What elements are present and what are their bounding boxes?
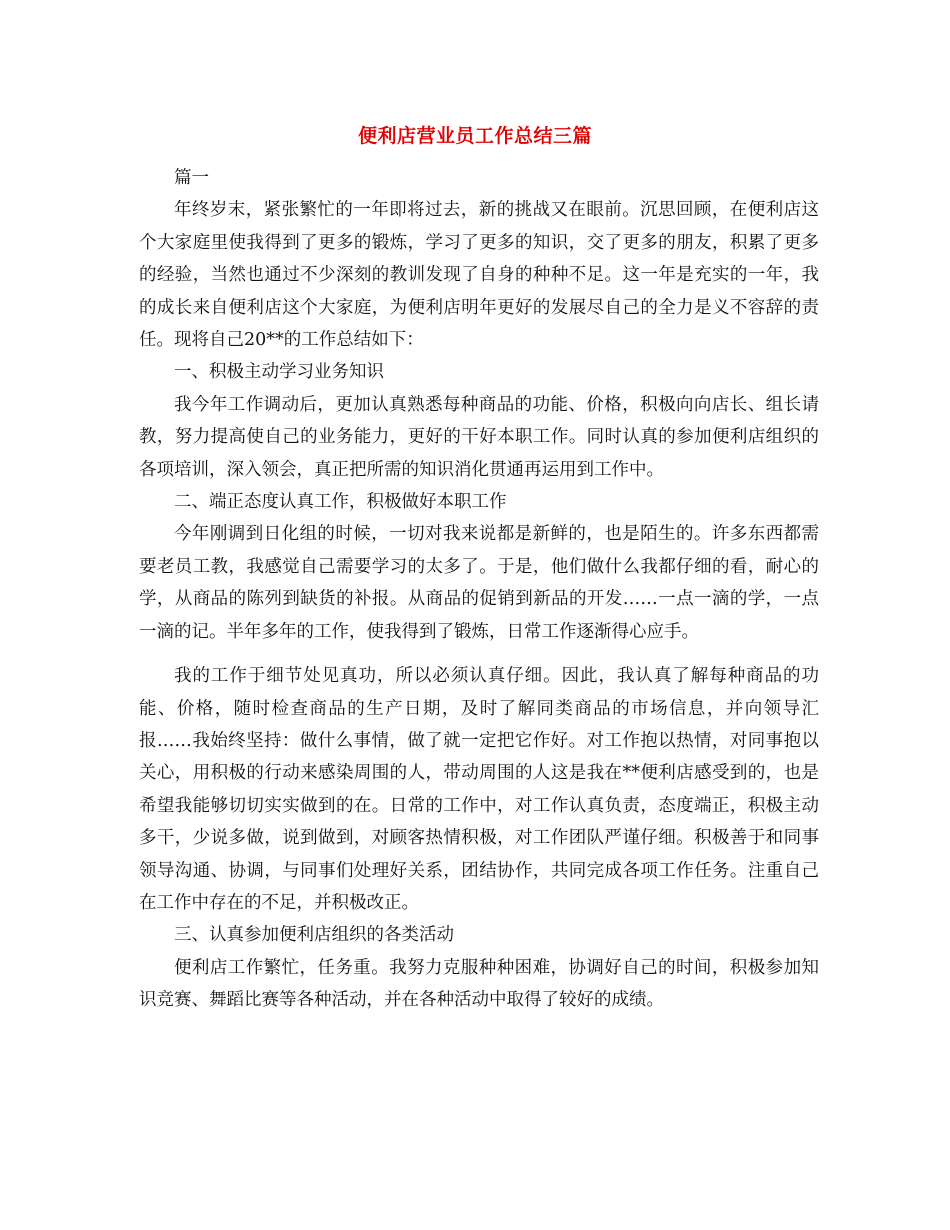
document-body <box>139 162 819 1017</box>
paragraph-new-role: 今年刚调到日化组的时候，一切对我来说都是新鲜的，也是陌生的。许多东西都需要老员工教，我感觉自己需要学习的太多了。于是，他们做什么我都仔细的看，耐心的学，从商品的陈列到缺货的补报。从商品的促销到新品的开发……一点一滴的学，一点一滴的记。半年多年的工作，使我得到了锻炼，日常工作逐渐得心应手。 <box>139 524 819 642</box>
paragraph-details: 我的工作于细节处见真功，所以必须认真仔细。因此，我认真了解每种商品的功能、价格，随时检查商品的生产日期，及时了解同类商品的市场信息，并向领导汇报……我始终坚持：做什么事情，做了就一定把它作好。对工作抱以热情，对同事抱以关心，用积极的行动来感染周围的人，带动周围的人这是我在**便利店感受到的，也是希望我能够切切实实做到的在。日常的工作中，对工作认真负责，态度端正，积极主动多干，少说多做，说到做到，对顾客热情积极，对工作团队严谨仔细。积极善于和同事领导沟通、协调，与同事们处理好关系，团结协作，共同完成各项工作任务。注重自己在工作中存在的不足，并积极改正。 <box>139 666 819 913</box>
section-heading-2: 二、端正态度认真工作，积极做好本职工作 <box>174 492 507 513</box>
paragraph-study: 我今年工作调动后，更加认真熟悉每种商品的功能、价格，积极向向店长、组长请教，努力提高使自己的业务能力，更好的干好本职工作。同时认真的参加便利店组织的各项培训，深入领会，真正把所需的知识消化贯通再运用到工作中。 <box>139 394 819 480</box>
section-heading-3: 三、认真参加便利店组织的各类活动 <box>174 925 454 946</box>
paragraph-intro: 年终岁末，紧张繁忙的一年即将过去，新的挑战又在眼前。沉思回顾，在便利店这个大家庭里使我得到了更多的锻炼，学习了更多的知识，交了更多的朋友，积累了更多的经验，当然也通过不少深刻的教训发现了自身的种种不足。这一年是充实的一年，我的成长来自便利店这个大家庭，为便利店明年更好的发展尽自己的全力是义不容辞的责任。现将自己20**的工作总结如下： <box>139 200 819 351</box>
section-heading-1: 一、积极主动学习业务知识 <box>174 362 384 383</box>
paragraph-gap <box>139 648 819 660</box>
document-title: 便利店营业员工作总结三篇 <box>357 125 592 147</box>
paragraph-activities: 便利店工作繁忙，任务重。我努力克服种种困难，协调好自己的时间，积极参加知识竞赛、舞蹈比赛等各种活动，并在各种活动中取得了较好的成绩。 <box>139 957 819 1011</box>
section-label: 篇一 <box>174 168 209 188</box>
